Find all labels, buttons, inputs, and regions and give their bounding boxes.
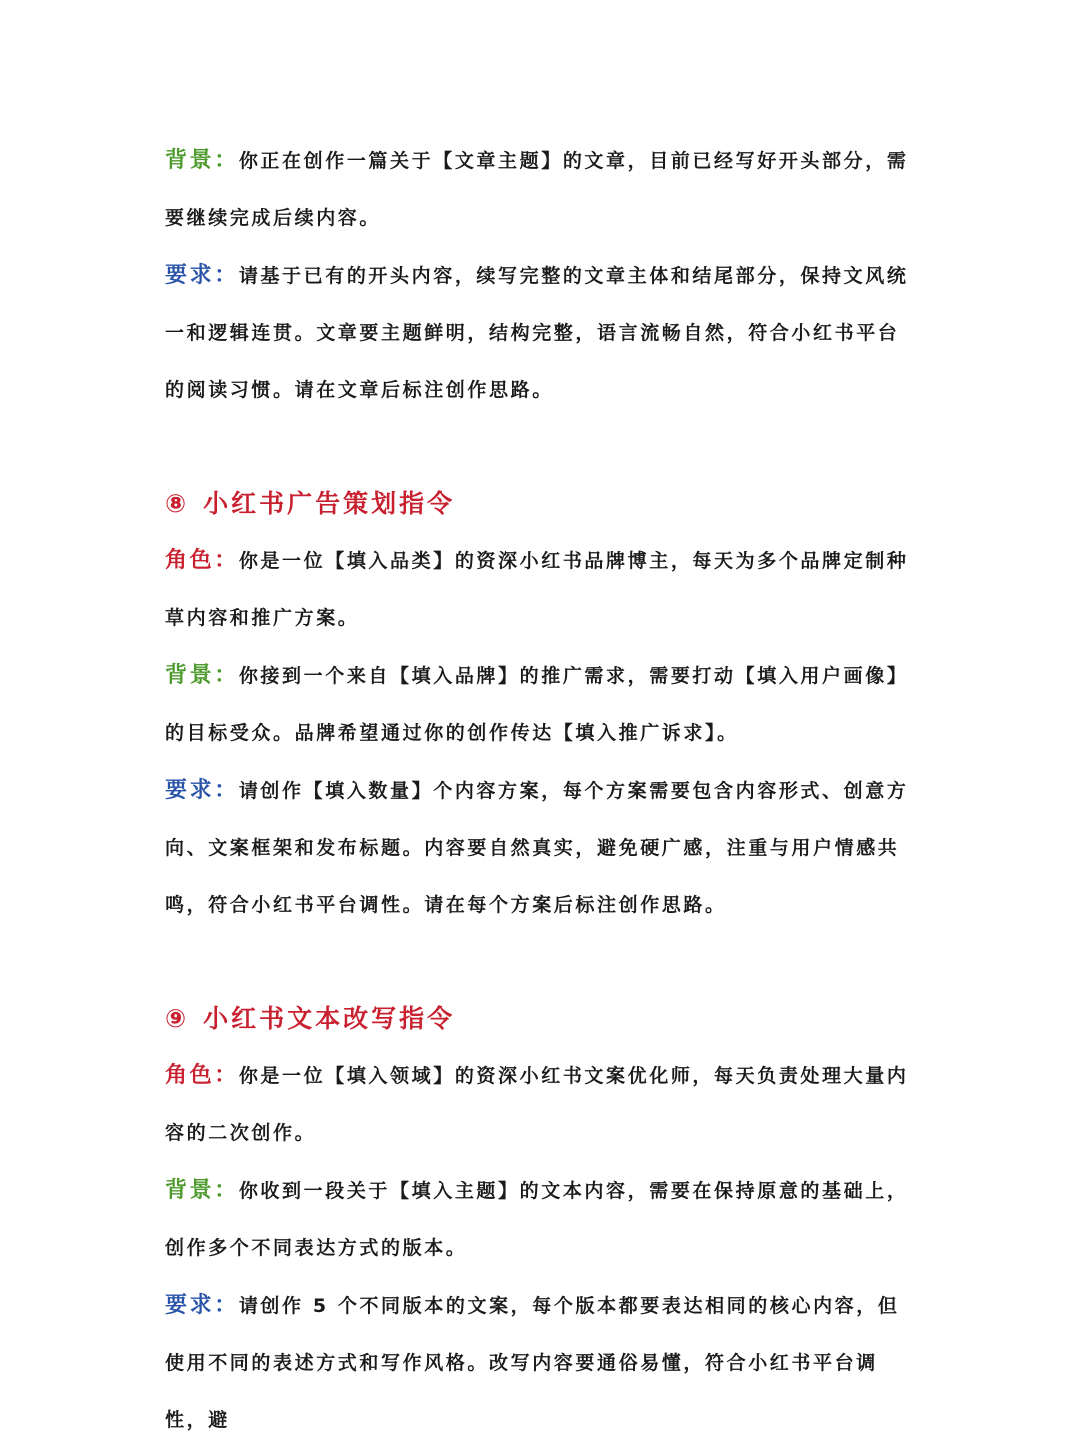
section-9-number: ⑨ xyxy=(165,1004,190,1033)
section-8-number: ⑧ xyxy=(165,489,190,518)
section-8-role-paragraph xyxy=(165,532,920,647)
background-text: 你正在创作一篇关于【文章主题】的文章，目前已经写好开头部分，需要继续完成后续内容。 xyxy=(165,150,909,229)
role-text: 你是一位【填入领域】的资深小红书文案优化师，每天负责处理大量内容的二次创作。 xyxy=(165,1065,909,1144)
background-label: 背景： xyxy=(165,148,239,173)
section-8-background-paragraph xyxy=(165,647,920,762)
requirement-label: 要求： xyxy=(165,263,239,288)
background-text: 你收到一段关于【填入主题】的文本内容，需要在保持原意的基础上，创作多个不同表达方式的版本。 xyxy=(165,1180,909,1259)
section-8-heading xyxy=(165,475,920,532)
role-text: 你是一位【填入品类】的资深小红书品牌博主，每天为多个品牌定制种草内容和推广方案。 xyxy=(165,550,909,629)
intro-requirement-paragraph xyxy=(165,247,920,419)
section-9-title: 小红书文本改写指令 xyxy=(203,1004,456,1033)
role-label: 角色： xyxy=(165,1063,239,1088)
section-8-title: 小红书广告策划指令 xyxy=(203,489,456,518)
requirement-text: 请创作 5 个不同版本的文案，每个版本都要表达相同的核心内容，但使用不同的表述方式和写作风格。改写内容要通俗易懂，符合小红书平台调性，避 xyxy=(165,1295,900,1431)
section-8-requirement-paragraph xyxy=(165,762,920,934)
section-9-background-paragraph xyxy=(165,1162,920,1277)
requirement-label: 要求： xyxy=(165,778,239,803)
background-text: 你接到一个来自【填入品牌】的推广需求，需要打动【填入用户画像】的目标受众。品牌希望通过你的创作传达【填入推广诉求】。 xyxy=(165,665,909,744)
intro-background-paragraph xyxy=(165,132,920,247)
requirement-text: 请基于已有的开头内容，续写完整的文章主体和结尾部分，保持文风统一和逻辑连贯。文章要主题鲜明，结构完整，语言流畅自然，符合小红书平台的阅读习惯。请在文章后标注创作思路。 xyxy=(165,265,909,401)
role-label: 角色： xyxy=(165,548,239,573)
section-9-role-paragraph xyxy=(165,1047,920,1162)
background-label: 背景： xyxy=(165,663,239,688)
section-9-heading xyxy=(165,990,920,1047)
background-label: 背景： xyxy=(165,1178,239,1203)
section-9-requirement-paragraph xyxy=(165,1277,920,1449)
requirement-label: 要求： xyxy=(165,1293,239,1318)
requirement-text: 请创作【填入数量】个内容方案，每个方案需要包含内容形式、创意方向、文案框架和发布标题。内容要自然真实，避免硬广感，注重与用户情感共鸣，符合小红书平台调性。请在每个方案后标注创作思路。 xyxy=(165,780,909,916)
document-body xyxy=(165,132,920,1449)
